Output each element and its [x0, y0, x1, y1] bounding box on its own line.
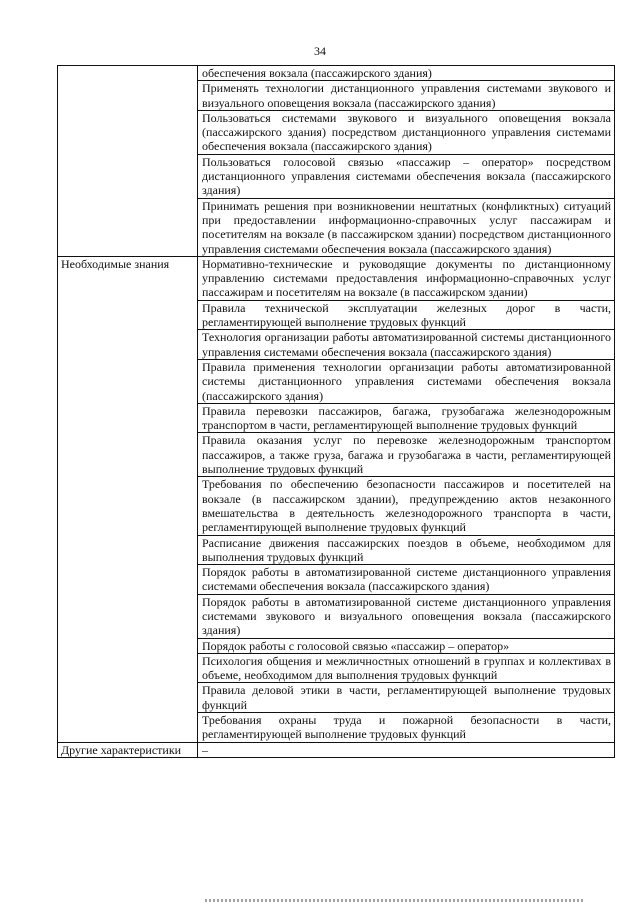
requirement-item: Требования по обеспечению безопасности пассажиров и посетителей на вокзале (в пассажирском здании), предупреждению актов незаконного вмешательства в деятельность железнодорожного транспорта в части, регламентирующей выполнение трудовых функций: [198, 477, 615, 535]
requirement-item: Пользоваться голосовой связью «пассажир – оператор» посредством дистанционного управления системами обеспечения вокзала (пассажирского здания): [198, 154, 615, 198]
scan-artifact-line: [205, 899, 585, 902]
requirement-item: Нормативно-технические и руководящие документы по дистанционному управлению системами предоставления информационно-справочных услуг пассажирам и посетителям на вокзале (в пассажирском здании): [198, 256, 615, 300]
requirement-item: Расписание движения пассажирских поездов в объеме, необходимом для выполнения трудовых функций: [198, 535, 615, 565]
requirement-item: Порядок работы с голосовой связью «пассажир – оператор»: [198, 638, 615, 653]
requirement-item: Правила применения технологии организации работы автоматизированной системы дистанционного управления системами обеспечения вокзала (пассажирского здания): [198, 359, 615, 403]
requirement-item: Требования охраны труда и пожарной безопасности в части, регламентирующей выполнение трудовых функций: [198, 713, 615, 743]
requirement-item: Порядок работы в автоматизированной системе дистанционного управления системами звукового и визуального оповещения вокзала (пассажирского здания): [198, 594, 615, 638]
requirement-item: –: [198, 742, 615, 757]
requirement-item: Принимать решения при возникновении нештатных (конфликтных) ситуаций при предоставлении информационно-справочных услуг пассажирам и посетителям на вокзале (в пассажирском здании) посредством дистанционного управления системами обеспечения вокзала (пассажирского здания): [198, 198, 615, 256]
requirement-item: Пользоваться системами звукового и визуального оповещения вокзала (пассажирского здания) посредством дистанционного управления системами обеспечения вокзала (пассажирского здания): [198, 110, 615, 154]
requirement-item: Технология организации работы автоматизированной системы дистанционного управления системами обеспечения вокзала (пассажирского здания): [198, 330, 615, 360]
table-row: [58, 256, 615, 300]
page-number: 34: [314, 44, 326, 58]
requirement-item: Правила перевозки пассажиров, багажа, грузобагажа железнодорожным транспортом в части, регламентирующей выполнение трудовых функций: [198, 403, 615, 433]
requirement-item: Правила оказания услуг по перевозке железнодорожным транспортом пассажиров, а также груза, багажа и грузобагажа в части, регламентирующей выполнение трудовых функций: [198, 433, 615, 477]
requirements-table-body: [58, 66, 615, 758]
requirement-item: Применять технологии дистанционного управления системами звукового и визуального оповещения вокзала (пассажирского здания): [198, 81, 615, 111]
requirement-item: Правила деловой этики в части, регламентирующей выполнение трудовых функций: [198, 683, 615, 713]
requirement-item: обеспечения вокзала (пассажирского здания): [198, 66, 615, 81]
section-label: [58, 66, 198, 257]
table-row: [58, 66, 615, 81]
requirement-item: Правила технической эксплуатации железных дорог в части, регламентирующей выполнение трудовых функций: [198, 300, 615, 330]
requirement-item: Порядок работы в автоматизированной системе дистанционного управления системами обеспечения вокзала (пассажирского здания): [198, 565, 615, 595]
requirement-item: Психология общения и межличностных отношений в группах и коллективах в объеме, необходимом для выполнения трудовых функций: [198, 653, 615, 683]
table-row: [58, 742, 615, 757]
requirements-table: [57, 65, 615, 758]
section-label: Другие характеристики: [58, 742, 198, 757]
section-label: Необходимые знания: [58, 256, 198, 742]
